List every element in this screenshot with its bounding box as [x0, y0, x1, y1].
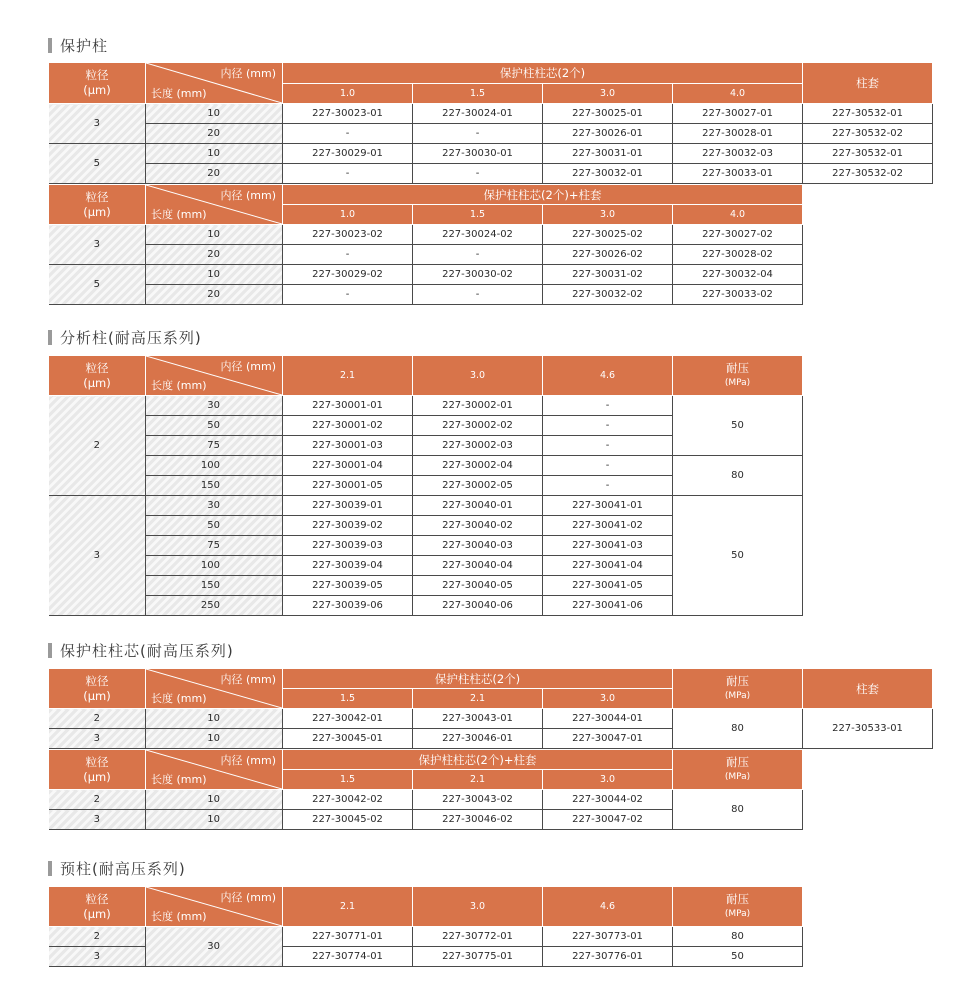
particle-size-cell: 3 — [49, 947, 146, 967]
part-number-cell: 227-30033-02 — [673, 285, 803, 305]
header-corner: 内径 (mm) 长度 (mm) — [146, 750, 283, 790]
part-number-cell: 227-30001-01 — [283, 396, 413, 416]
part-number-cell: 227-30043-02 — [413, 790, 543, 810]
length-cell: 20 — [146, 124, 283, 144]
header-diameter: 1.5 — [283, 689, 413, 709]
length-cell: 50 — [146, 516, 283, 536]
part-number-cell: - — [283, 164, 413, 184]
part-number-cell: 227-30032-04 — [673, 265, 803, 285]
table-row — [49, 124, 933, 144]
header-diameter: 2.1 — [283, 356, 413, 396]
table-row — [49, 456, 803, 476]
header-diameter: 3.0 — [413, 356, 543, 396]
particle-size-cell: 2 — [49, 790, 146, 810]
part-number-cell: 227-30042-02 — [283, 790, 413, 810]
header-particle: 粒径 (μm) — [49, 185, 146, 225]
part-number-cell: - — [543, 416, 673, 436]
length-cell: 10 — [146, 104, 283, 124]
header-diameter: 4.6 — [543, 356, 673, 396]
particle-size-cell: 5 — [49, 265, 146, 305]
pressure-cell: 80 — [673, 709, 803, 749]
part-number-cell: 227-30045-01 — [283, 729, 413, 749]
header-diameter: 1.5 — [413, 205, 543, 225]
section-marker-icon — [48, 643, 52, 658]
part-number-cell: 227-30026-01 — [543, 124, 673, 144]
header-pressure: 耐压 (MPa) — [673, 356, 803, 396]
part-number-cell: 227-30027-01 — [673, 104, 803, 124]
sleeve-part-number-cell: 227-30532-02 — [803, 124, 933, 144]
particle-size-cell: 3 — [49, 810, 146, 830]
part-number-cell: 227-30040-06 — [413, 596, 543, 616]
part-number-cell: 227-30044-01 — [543, 709, 673, 729]
header-diameter: 4.0 — [673, 84, 803, 104]
part-number-cell: 227-30040-05 — [413, 576, 543, 596]
header-corner: 内径 (mm) 长度 (mm) — [146, 887, 283, 927]
part-number-cell: - — [543, 476, 673, 496]
guard-column-cartridge-table — [48, 62, 933, 184]
part-number-cell: - — [413, 245, 543, 265]
part-number-cell: 227-30023-02 — [283, 225, 413, 245]
header-diameter: 1.5 — [283, 770, 413, 790]
length-cell: 150 — [146, 576, 283, 596]
part-number-cell: 227-30001-03 — [283, 436, 413, 456]
part-number-cell: 227-30027-02 — [673, 225, 803, 245]
part-number-cell: 227-30032-03 — [673, 144, 803, 164]
particle-size-cell: 2 — [49, 396, 146, 496]
header-corner: 内径 (mm) 长度 (mm) — [146, 185, 283, 225]
table-row — [49, 265, 803, 285]
particle-size-cell: 2 — [49, 709, 146, 729]
part-number-cell: 227-30039-05 — [283, 576, 413, 596]
section-marker-icon — [48, 330, 52, 345]
part-number-cell: 227-30024-01 — [413, 104, 543, 124]
header-diameter: 1.5 — [413, 84, 543, 104]
pressure-cell: 50 — [673, 947, 803, 967]
part-number-cell: 227-30028-02 — [673, 245, 803, 265]
part-number-cell: 227-30002-03 — [413, 436, 543, 456]
particle-size-cell: 3 — [49, 225, 146, 265]
part-number-cell: 227-30041-04 — [543, 556, 673, 576]
part-number-cell: 227-30044-02 — [543, 790, 673, 810]
section-title-guard-cartridge: 保护柱柱芯(耐高压系列) — [48, 640, 234, 661]
part-number-cell: - — [413, 285, 543, 305]
pressure-cell: 80 — [673, 790, 803, 830]
length-cell: 10 — [146, 790, 283, 810]
guard-cartridge-table — [48, 668, 933, 749]
part-number-cell: 227-30030-02 — [413, 265, 543, 285]
header-diameter: 4.0 — [673, 205, 803, 225]
header-diameter: 2.1 — [413, 689, 543, 709]
length-cell: 10 — [146, 709, 283, 729]
header-corner: 内径 (mm) 长度 (mm) — [146, 356, 283, 396]
header-sleeve: 柱套 — [803, 669, 933, 709]
header-diameter: 3.0 — [543, 770, 673, 790]
part-number-cell: 227-30039-06 — [283, 596, 413, 616]
length-cell: 10 — [146, 265, 283, 285]
header-diameter: 3.0 — [543, 205, 673, 225]
header-diameter: 2.1 — [283, 887, 413, 927]
part-number-cell: 227-30041-02 — [543, 516, 673, 536]
part-number-cell: 227-30040-03 — [413, 536, 543, 556]
part-number-cell: 227-30023-01 — [283, 104, 413, 124]
part-number-cell: - — [283, 285, 413, 305]
part-number-cell: 227-30002-04 — [413, 456, 543, 476]
part-number-cell: 227-30031-02 — [543, 265, 673, 285]
header-particle: 粒径 (μm) — [49, 750, 146, 790]
particle-size-cell: 2 — [49, 927, 146, 947]
part-number-cell: - — [413, 124, 543, 144]
part-number-cell: 227-30039-04 — [283, 556, 413, 576]
part-number-cell: 227-30029-02 — [283, 265, 413, 285]
length-cell: 150 — [146, 476, 283, 496]
part-number-cell: - — [543, 396, 673, 416]
pressure-cell: 50 — [673, 396, 803, 456]
table-row — [49, 396, 803, 416]
part-number-cell: - — [413, 164, 543, 184]
pre-column-table — [48, 886, 803, 967]
header-diameter: 3.0 — [543, 84, 673, 104]
length-cell: 10 — [146, 225, 283, 245]
part-number-cell: 227-30046-01 — [413, 729, 543, 749]
pressure-cell: 80 — [673, 927, 803, 947]
particle-size-cell: 5 — [49, 144, 146, 184]
part-number-cell: 227-30042-01 — [283, 709, 413, 729]
header-pressure: 耐压 (MPa) — [673, 669, 803, 709]
table-row — [49, 104, 933, 124]
part-number-cell: 227-30002-01 — [413, 396, 543, 416]
part-number-cell: - — [283, 124, 413, 144]
part-number-cell: 227-30047-02 — [543, 810, 673, 830]
part-number-cell: 227-30002-05 — [413, 476, 543, 496]
part-number-cell: 227-30032-02 — [543, 285, 673, 305]
table-row — [49, 245, 803, 265]
part-number-cell: 227-30040-01 — [413, 496, 543, 516]
part-number-cell: 227-30001-04 — [283, 456, 413, 476]
part-number-cell: 227-30041-06 — [543, 596, 673, 616]
table-row — [49, 225, 803, 245]
header-diameter: 3.0 — [543, 689, 673, 709]
header-particle: 粒径 (μm) — [49, 669, 146, 709]
guard-cartridge-sleeve-table — [48, 749, 803, 830]
length-cell: 10 — [146, 810, 283, 830]
header-pressure: 耐压 (MPa) — [673, 750, 803, 790]
part-number-cell: 227-30040-02 — [413, 516, 543, 536]
part-number-cell: - — [283, 245, 413, 265]
length-cell: 75 — [146, 436, 283, 456]
part-number-cell: 227-30025-01 — [543, 104, 673, 124]
header-diameter: 4.6 — [543, 887, 673, 927]
header-corner: 内径 (mm) 长度 (mm) — [146, 63, 283, 104]
header-particle: 粒径 (μm) — [49, 887, 146, 927]
length-cell: 10 — [146, 729, 283, 749]
section-marker-icon — [48, 861, 52, 876]
particle-size-cell: 3 — [49, 104, 146, 144]
part-number-cell: 227-30039-01 — [283, 496, 413, 516]
part-number-cell: 227-30001-02 — [283, 416, 413, 436]
header-cartridge-sleeve: 保护柱柱芯(2个)+柱套 — [283, 185, 803, 205]
header-particle: 粒径 (μm) — [49, 63, 146, 104]
part-number-cell: 227-30028-01 — [673, 124, 803, 144]
part-number-cell: 227-30773-01 — [543, 927, 673, 947]
part-number-cell: 227-30041-01 — [543, 496, 673, 516]
sleeve-part-number-cell: 227-30532-01 — [803, 104, 933, 124]
part-number-cell: 227-30041-05 — [543, 576, 673, 596]
length-cell: 75 — [146, 536, 283, 556]
part-number-cell: 227-30030-01 — [413, 144, 543, 164]
part-number-cell: 227-30033-01 — [673, 164, 803, 184]
length-cell: 30 — [146, 396, 283, 416]
section-title-pre-column: 预柱(耐高压系列) — [48, 858, 186, 879]
part-number-cell: 227-30040-04 — [413, 556, 543, 576]
length-cell: 20 — [146, 285, 283, 305]
sleeve-part-number-cell: 227-30533-01 — [803, 709, 933, 749]
part-number-cell: 227-30031-01 — [543, 144, 673, 164]
table-row — [49, 285, 803, 305]
length-cell: 30 — [146, 496, 283, 516]
part-number-cell: 227-30047-01 — [543, 729, 673, 749]
header-diameter: 1.0 — [283, 205, 413, 225]
sleeve-part-number-cell: 227-30532-02 — [803, 164, 933, 184]
header-diameter: 2.1 — [413, 770, 543, 790]
part-number-cell: 227-30045-02 — [283, 810, 413, 830]
particle-size-cell: 3 — [49, 729, 146, 749]
header-corner: 内径 (mm) 长度 (mm) — [146, 669, 283, 709]
header-cartridge: 保护柱柱芯(2个) — [283, 669, 673, 689]
header-cartridge-sleeve: 保护柱柱芯(2个)+柱套 — [283, 750, 673, 770]
pressure-cell: 50 — [673, 496, 803, 616]
part-number-cell: 227-30772-01 — [413, 927, 543, 947]
table-row — [49, 164, 933, 184]
header-pressure: 耐压 (MPa) — [673, 887, 803, 927]
part-number-cell: 227-30046-02 — [413, 810, 543, 830]
table-row — [49, 927, 803, 947]
part-number-cell: 227-30032-01 — [543, 164, 673, 184]
part-number-cell: - — [543, 436, 673, 456]
length-cell: 250 — [146, 596, 283, 616]
sleeve-part-number-cell: 227-30532-01 — [803, 144, 933, 164]
part-number-cell: 227-30029-01 — [283, 144, 413, 164]
table-row — [49, 496, 803, 516]
part-number-cell: 227-30001-05 — [283, 476, 413, 496]
section-marker-icon — [48, 38, 52, 53]
part-number-cell: 227-30039-02 — [283, 516, 413, 536]
length-cell: 10 — [146, 144, 283, 164]
part-number-cell: 227-30039-03 — [283, 536, 413, 556]
part-number-cell: 227-30002-02 — [413, 416, 543, 436]
length-cell: 100 — [146, 456, 283, 476]
part-number-cell: 227-30041-03 — [543, 536, 673, 556]
part-number-cell: 227-30026-02 — [543, 245, 673, 265]
particle-size-cell: 3 — [49, 496, 146, 616]
header-diameter: 3.0 — [413, 887, 543, 927]
part-number-cell: - — [543, 456, 673, 476]
part-number-cell: 227-30776-01 — [543, 947, 673, 967]
pressure-cell: 80 — [673, 456, 803, 496]
header-particle: 粒径 (μm) — [49, 356, 146, 396]
length-cell: 50 — [146, 416, 283, 436]
part-number-cell: 227-30775-01 — [413, 947, 543, 967]
section-title-guard-column: 保护柱 — [48, 35, 108, 56]
guard-column-cartridge-sleeve-table — [48, 184, 803, 305]
table-row — [49, 790, 803, 810]
header-cartridge: 保护柱柱芯(2个) — [283, 63, 803, 84]
section-title-analytical-column: 分析柱(耐高压系列) — [48, 327, 202, 348]
part-number-cell: 227-30025-02 — [543, 225, 673, 245]
table-row — [49, 144, 933, 164]
header-diameter: 1.0 — [283, 84, 413, 104]
part-number-cell: 227-30774-01 — [283, 947, 413, 967]
part-number-cell: 227-30043-01 — [413, 709, 543, 729]
length-cell: 100 — [146, 556, 283, 576]
length-cell: 20 — [146, 164, 283, 184]
length-cell: 20 — [146, 245, 283, 265]
header-sleeve: 柱套 — [803, 63, 933, 104]
part-number-cell: 227-30024-02 — [413, 225, 543, 245]
part-number-cell: 227-30771-01 — [283, 927, 413, 947]
length-cell: 30 — [146, 927, 283, 967]
analytical-column-table — [48, 355, 803, 616]
table-row — [49, 709, 933, 729]
